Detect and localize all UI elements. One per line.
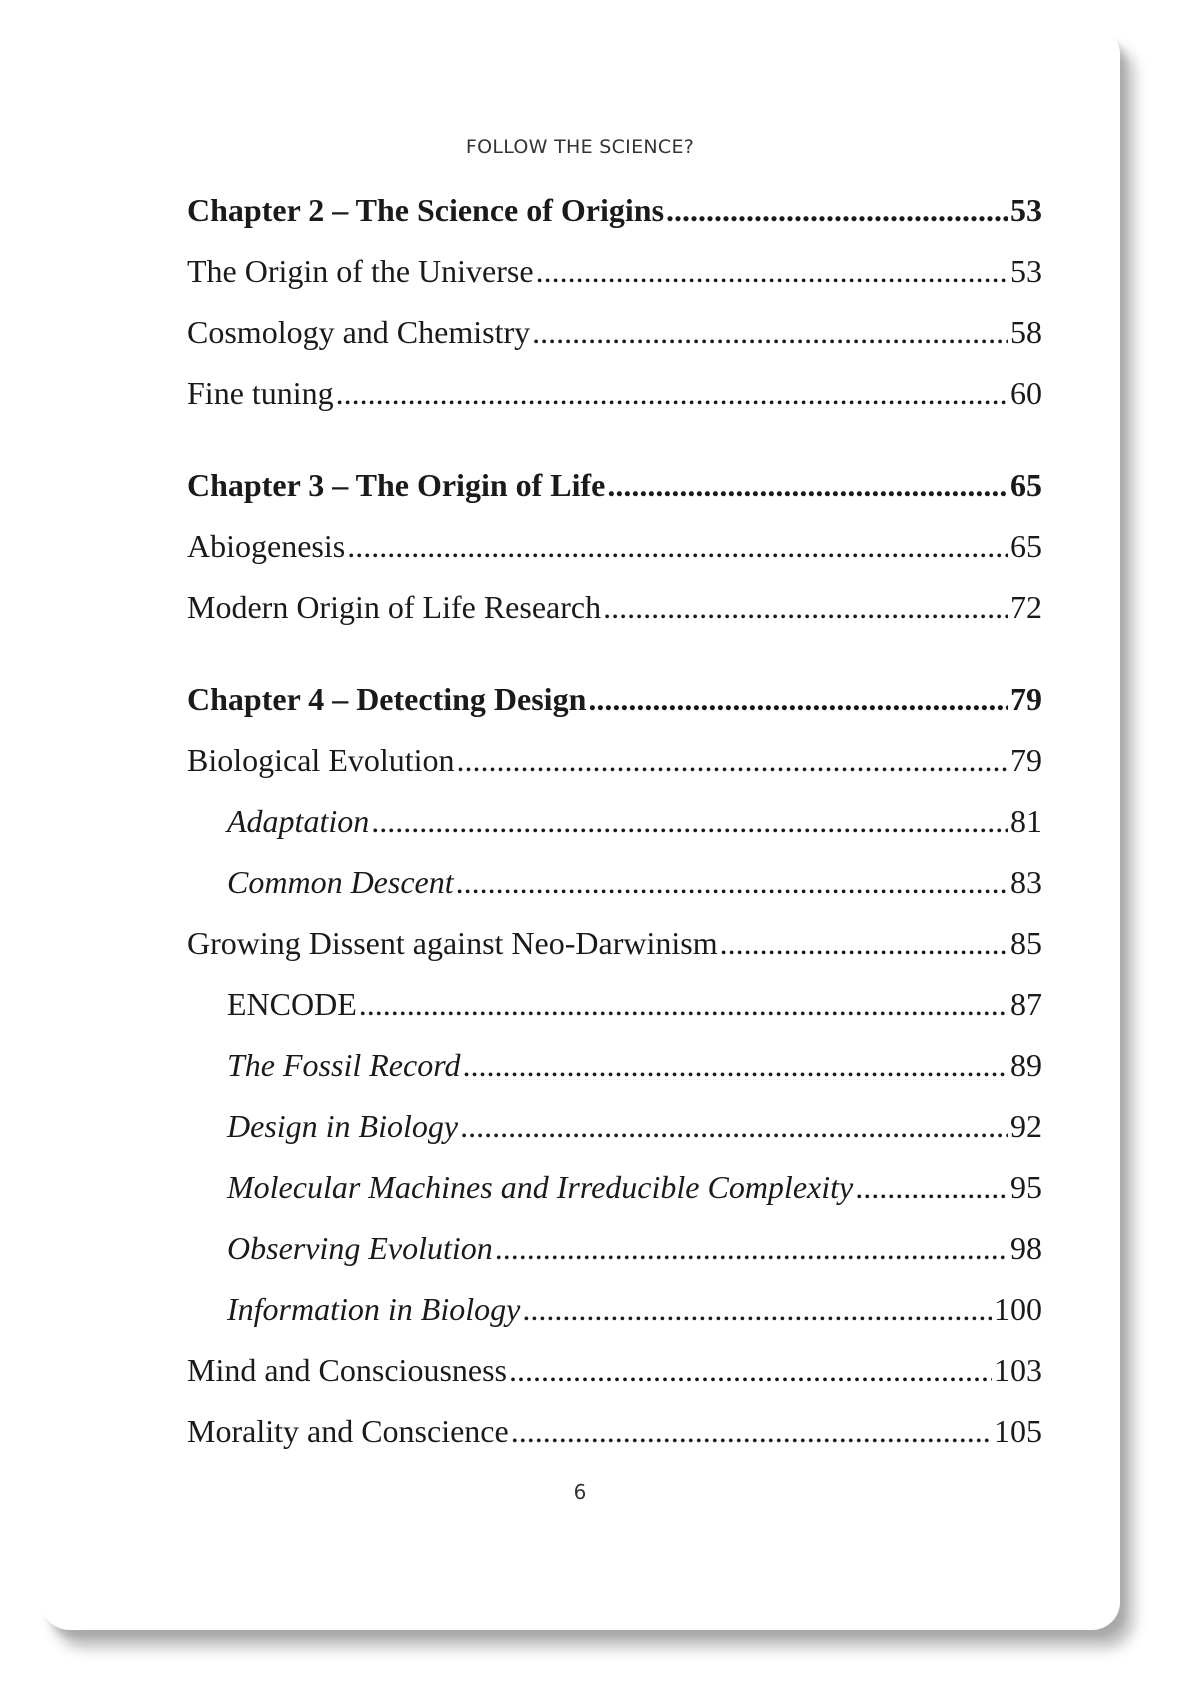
- toc-subsection: [187, 852, 1042, 913]
- toc-page-number: 65: [1010, 467, 1042, 503]
- toc-page-number: 95: [1010, 1169, 1042, 1205]
- toc-page-number: 72: [1010, 589, 1042, 625]
- toc-page-number: 79: [1010, 681, 1042, 717]
- toc-chapter-4: [187, 669, 1042, 730]
- toc-page-number: 79: [1010, 742, 1042, 778]
- toc-section: [187, 730, 1042, 791]
- toc-subsection: [187, 1035, 1042, 1096]
- toc-entry-title: Adaptation: [227, 803, 370, 839]
- toc-page-number: 53: [1010, 253, 1042, 289]
- book-page: [40, 30, 1120, 1630]
- dot-leader: [457, 730, 1008, 791]
- toc-page-number: 85: [1010, 925, 1042, 961]
- toc-section: [187, 1340, 1042, 1401]
- toc-section: [187, 1401, 1042, 1462]
- dot-leader: [666, 180, 1008, 241]
- toc-subsection: [187, 1218, 1042, 1279]
- dot-leader: [522, 1279, 992, 1340]
- toc-subsection: [187, 1096, 1042, 1157]
- dot-leader: [536, 241, 1008, 302]
- toc-entry-title: Growing Dissent against Neo-Darwinism: [187, 925, 718, 961]
- toc-subsection: [187, 791, 1042, 852]
- toc-entry-title: Molecular Machines and Irreducible Complexity: [227, 1169, 854, 1205]
- dot-leader: [347, 516, 1008, 577]
- toc-page-number: 83: [1010, 864, 1042, 900]
- dot-leader: [462, 1035, 1008, 1096]
- toc-entry-title: Information in Biology: [227, 1291, 521, 1327]
- toc-page-number: 89: [1010, 1047, 1042, 1083]
- toc-page-number: 65: [1010, 528, 1042, 564]
- toc-entry-title: Observing Evolution: [227, 1230, 493, 1266]
- toc-entry-title: Cosmology and Chemistry: [187, 314, 531, 350]
- toc-entry-title: Chapter 2 – The Science of Origins: [187, 192, 665, 228]
- toc-subsection: [187, 974, 1042, 1035]
- dot-leader: [336, 363, 1008, 424]
- dot-leader: [603, 577, 1008, 638]
- toc-entry-title: The Origin of the Universe: [187, 253, 534, 289]
- dot-leader: [509, 1340, 992, 1401]
- toc-entry-title: Modern Origin of Life Research: [187, 589, 602, 625]
- toc-page-number: 58: [1010, 314, 1042, 350]
- dot-leader: [456, 852, 1008, 913]
- dot-leader: [359, 974, 1008, 1035]
- toc-entry-title: The Fossil Record: [227, 1047, 461, 1083]
- dot-leader: [511, 1401, 992, 1462]
- toc-section: [187, 363, 1042, 424]
- toc-page-number: 105: [994, 1413, 1042, 1449]
- dot-leader: [495, 1218, 1008, 1279]
- toc-page-number: 98: [1010, 1230, 1042, 1266]
- toc-entry-title: Chapter 3 – The Origin of Life: [187, 467, 606, 503]
- toc-entry-title: Chapter 4 – Detecting Design: [187, 681, 587, 717]
- running-head: FOLLOW THE SCIENCE?: [465, 136, 695, 158]
- toc-entry-title: Fine tuning: [187, 375, 334, 411]
- toc-section: [187, 241, 1042, 302]
- toc-page-number: 92: [1010, 1108, 1042, 1144]
- dot-leader: [532, 302, 1008, 363]
- toc-entry-title: Mind and Consciousness: [187, 1352, 507, 1388]
- toc-page-number: 53: [1010, 192, 1042, 228]
- dot-leader: [371, 791, 1008, 852]
- toc-entry-title: Common Descent: [227, 864, 454, 900]
- toc-entry-title: Morality and Conscience: [187, 1413, 509, 1449]
- dot-leader: [720, 913, 1008, 974]
- dot-leader: [460, 1096, 1008, 1157]
- toc-section: [187, 516, 1042, 577]
- page-number: 6: [573, 1480, 587, 1504]
- toc-subsection: [187, 1157, 1042, 1218]
- toc-subsection: [187, 1279, 1042, 1340]
- toc-page-number: 81: [1010, 803, 1042, 839]
- toc-entry-title: ENCODE: [227, 986, 357, 1022]
- toc-page-number: 87: [1010, 986, 1042, 1022]
- toc-entry-title: Abiogenesis: [187, 528, 346, 564]
- toc-page-number: 60: [1010, 375, 1042, 411]
- toc-page-number: 100: [994, 1291, 1042, 1327]
- dot-leader: [855, 1157, 1008, 1218]
- table-of-contents: [187, 180, 1042, 1462]
- toc-section: [187, 913, 1042, 974]
- toc-entry-title: Design in Biology: [227, 1108, 459, 1144]
- toc-section: [187, 577, 1042, 638]
- dot-leader: [588, 669, 1008, 730]
- toc-chapter-3: [187, 455, 1042, 516]
- toc-entry-title: Biological Evolution: [187, 742, 455, 778]
- toc-page-number: 103: [994, 1352, 1042, 1388]
- dot-leader: [607, 455, 1008, 516]
- toc-section: [187, 302, 1042, 363]
- toc-chapter-2: [187, 180, 1042, 241]
